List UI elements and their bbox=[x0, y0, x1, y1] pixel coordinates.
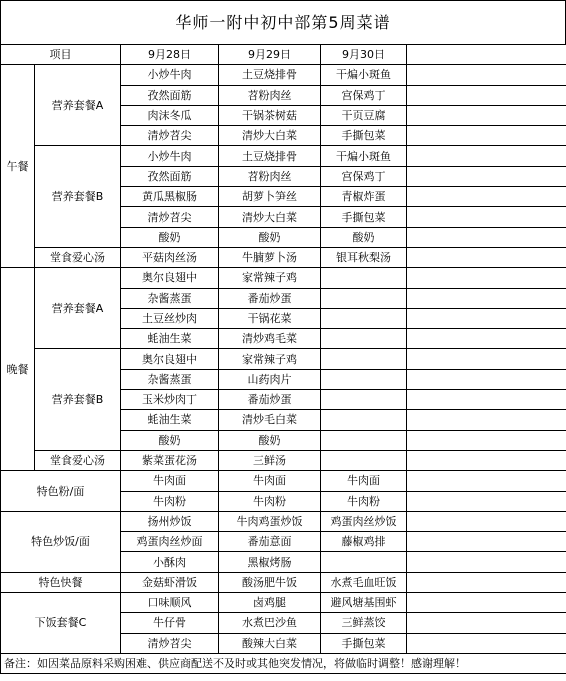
meal-label: 晚餐 bbox=[1, 268, 35, 471]
empty-cell bbox=[407, 410, 566, 430]
soup-label: 堂食爱心汤 bbox=[35, 247, 121, 267]
table-row bbox=[1, 268, 566, 288]
empty-cell bbox=[407, 613, 566, 633]
category-label: 特色炒饭/面 bbox=[1, 511, 121, 572]
dish-cell: 清炒大白菜 bbox=[219, 207, 321, 227]
dish-cell: 土豆烧排骨 bbox=[219, 146, 321, 166]
dish-cell: 牛肉粉 bbox=[121, 491, 219, 511]
table-row bbox=[1, 572, 566, 592]
meal-label: 午餐 bbox=[1, 65, 35, 268]
dish-cell: 干煸小斑鱼 bbox=[321, 65, 407, 85]
dish-cell: 清炒苕尖 bbox=[121, 633, 219, 653]
soup-cell: 三鲜汤 bbox=[219, 450, 321, 470]
dish-cell: 奥尔良翅中 bbox=[121, 268, 219, 288]
dish-cell: 宫保鸡丁 bbox=[321, 166, 407, 186]
dish-cell: 肉沫冬瓜 bbox=[121, 105, 219, 125]
dish-cell: 番茄炒蛋 bbox=[219, 288, 321, 308]
empty-cell bbox=[407, 105, 566, 125]
empty-cell bbox=[321, 308, 407, 328]
dish-cell: 家常辣子鸡 bbox=[219, 268, 321, 288]
dish-cell: 卤鸡腿 bbox=[219, 593, 321, 613]
dish-cell: 干锅花菜 bbox=[219, 308, 321, 328]
dish-cell: 土豆烧排骨 bbox=[219, 65, 321, 85]
header-date: 9月30日 bbox=[321, 45, 407, 65]
set-label: 营养套餐B bbox=[35, 146, 121, 247]
empty-cell bbox=[407, 633, 566, 653]
empty-cell bbox=[407, 166, 566, 186]
dish-cell: 胡萝卜笋丝 bbox=[219, 187, 321, 207]
dish-cell: 牛肉面 bbox=[321, 471, 407, 491]
table-row bbox=[1, 450, 566, 470]
dish-cell: 酸汤肥牛饭 bbox=[219, 572, 321, 592]
dish-cell: 干煸小斑鱼 bbox=[321, 146, 407, 166]
table-row bbox=[1, 511, 566, 531]
dish-cell: 牛肉鸡蛋炒饭 bbox=[219, 511, 321, 531]
dish-cell: 山药肉片 bbox=[219, 369, 321, 389]
empty-cell bbox=[321, 268, 407, 288]
category-label: 特色粉/面 bbox=[1, 471, 121, 512]
empty-cell bbox=[321, 329, 407, 349]
dish-cell: 手撕包菜 bbox=[321, 207, 407, 227]
empty-cell bbox=[407, 329, 566, 349]
dish-cell: 口味顺风 bbox=[121, 593, 219, 613]
dish-cell: 牛肉面 bbox=[219, 471, 321, 491]
dish-cell: 孜然面筋 bbox=[121, 166, 219, 186]
table-row bbox=[1, 349, 566, 369]
empty-cell bbox=[407, 187, 566, 207]
dish-cell: 避风塘基围虾 bbox=[321, 593, 407, 613]
dish-cell: 杂酱蒸蛋 bbox=[121, 369, 219, 389]
dish-cell: 土豆丝炒肉 bbox=[121, 308, 219, 328]
empty-cell bbox=[407, 85, 566, 105]
dish-cell: 清炒苕尖 bbox=[121, 126, 219, 146]
empty-cell bbox=[407, 268, 566, 288]
dish-cell: 奥尔良翅中 bbox=[121, 349, 219, 369]
dish-cell: 鸡蛋肉丝炒面 bbox=[121, 532, 219, 552]
dish-cell: 苕粉肉丝 bbox=[219, 85, 321, 105]
dish-cell: 酸奶 bbox=[321, 227, 407, 247]
table-row bbox=[1, 65, 566, 85]
soup-cell: 平菇肉丝汤 bbox=[121, 247, 219, 267]
empty-cell bbox=[407, 369, 566, 389]
table-row bbox=[1, 653, 566, 673]
empty-cell bbox=[407, 532, 566, 552]
dish-cell: 黄瓜黑椒肠 bbox=[121, 187, 219, 207]
empty-cell bbox=[407, 491, 566, 511]
empty-cell bbox=[321, 390, 407, 410]
empty-cell bbox=[407, 247, 566, 267]
header-empty bbox=[407, 45, 566, 65]
table-row bbox=[1, 146, 566, 166]
category-label: 下饭套餐C bbox=[1, 593, 121, 654]
menu-title: 华师一附中初中部第5周菜谱 bbox=[0, 0, 566, 44]
empty-cell bbox=[407, 511, 566, 531]
weekly-menu-table bbox=[0, 44, 566, 674]
dish-cell: 金菇虾滑饭 bbox=[121, 572, 219, 592]
empty-cell bbox=[321, 369, 407, 389]
dish-cell: 蚝油生菜 bbox=[121, 329, 219, 349]
dish-cell: 家常辣子鸡 bbox=[219, 349, 321, 369]
soup-cell: 银耳秋梨汤 bbox=[321, 247, 407, 267]
soup-cell: 紫菜蛋花汤 bbox=[121, 450, 219, 470]
empty-cell bbox=[321, 349, 407, 369]
footer-note: 备注：如因菜品原料采购困难、供应商配送不及时或其他突发情况，将做临时调整！感谢理解！ bbox=[1, 653, 566, 673]
empty-cell bbox=[407, 593, 566, 613]
table-row bbox=[1, 247, 566, 267]
dish-cell: 蚝油生菜 bbox=[121, 410, 219, 430]
dish-cell: 鸡蛋肉丝炒饭 bbox=[321, 511, 407, 531]
table-row bbox=[1, 45, 566, 65]
empty-cell bbox=[407, 390, 566, 410]
empty-cell bbox=[407, 349, 566, 369]
dish-cell: 小酥肉 bbox=[121, 552, 219, 572]
dish-cell: 酸奶 bbox=[121, 227, 219, 247]
dish-cell: 酸奶 bbox=[219, 227, 321, 247]
empty-cell bbox=[407, 308, 566, 328]
dish-cell: 清炒鸡毛菜 bbox=[219, 329, 321, 349]
dish-cell: 藤椒鸡排 bbox=[321, 532, 407, 552]
empty-cell bbox=[407, 552, 566, 572]
soup-cell: 牛腩萝卜汤 bbox=[219, 247, 321, 267]
empty-cell bbox=[321, 410, 407, 430]
table-row bbox=[1, 471, 566, 491]
empty-cell bbox=[321, 288, 407, 308]
empty-cell bbox=[407, 450, 566, 470]
empty-cell bbox=[407, 288, 566, 308]
dish-cell: 小炒牛肉 bbox=[121, 65, 219, 85]
header-date: 9月28日 bbox=[121, 45, 219, 65]
dish-cell: 黑椒烤肠 bbox=[219, 552, 321, 572]
dish-cell: 番茄意面 bbox=[219, 532, 321, 552]
dish-cell: 杂酱蒸蛋 bbox=[121, 288, 219, 308]
dish-cell: 牛肉粉 bbox=[219, 491, 321, 511]
dish-cell: 手撕包菜 bbox=[321, 126, 407, 146]
dish-cell: 青椒炸蛋 bbox=[321, 187, 407, 207]
dish-cell: 牛肉粉 bbox=[321, 491, 407, 511]
dish-cell: 干页豆腐 bbox=[321, 105, 407, 125]
empty-cell bbox=[407, 207, 566, 227]
dish-cell: 三鲜蒸饺 bbox=[321, 613, 407, 633]
empty-cell bbox=[321, 430, 407, 450]
set-label: 营养套餐B bbox=[35, 349, 121, 450]
set-label: 营养套餐A bbox=[35, 268, 121, 349]
dish-cell: 孜然面筋 bbox=[121, 85, 219, 105]
dish-cell: 水煮巴沙鱼 bbox=[219, 613, 321, 633]
empty-cell bbox=[321, 450, 407, 470]
dish-cell: 小炒牛肉 bbox=[121, 146, 219, 166]
dish-cell: 宫保鸡丁 bbox=[321, 85, 407, 105]
dish-cell bbox=[321, 552, 407, 572]
dish-cell: 玉米炒肉丁 bbox=[121, 390, 219, 410]
table-row bbox=[1, 593, 566, 613]
dish-cell: 扬州炒饭 bbox=[121, 511, 219, 531]
empty-cell bbox=[407, 572, 566, 592]
dish-cell: 番茄炒蛋 bbox=[219, 390, 321, 410]
dish-cell: 牛仔骨 bbox=[121, 613, 219, 633]
header-item: 项目 bbox=[1, 45, 121, 65]
header-date: 9月29日 bbox=[219, 45, 321, 65]
category-label: 特色快餐 bbox=[1, 572, 121, 592]
empty-cell bbox=[407, 126, 566, 146]
dish-cell: 酸奶 bbox=[121, 430, 219, 450]
dish-cell: 清炒毛白菜 bbox=[219, 410, 321, 430]
empty-cell bbox=[407, 65, 566, 85]
dish-cell: 清炒大白菜 bbox=[219, 126, 321, 146]
dish-cell: 水煮毛血旺饭 bbox=[321, 572, 407, 592]
dish-cell: 苕粉肉丝 bbox=[219, 166, 321, 186]
dish-cell: 酸奶 bbox=[219, 430, 321, 450]
soup-label: 堂食爱心汤 bbox=[35, 450, 121, 470]
empty-cell bbox=[407, 146, 566, 166]
set-label: 营养套餐A bbox=[35, 65, 121, 146]
dish-cell: 手撕包菜 bbox=[321, 633, 407, 653]
empty-cell bbox=[407, 430, 566, 450]
dish-cell: 酸辣大白菜 bbox=[219, 633, 321, 653]
empty-cell bbox=[407, 227, 566, 247]
dish-cell: 清炒苕尖 bbox=[121, 207, 219, 227]
empty-cell bbox=[407, 471, 566, 491]
dish-cell: 干锅茶树菇 bbox=[219, 105, 321, 125]
dish-cell: 牛肉面 bbox=[121, 471, 219, 491]
